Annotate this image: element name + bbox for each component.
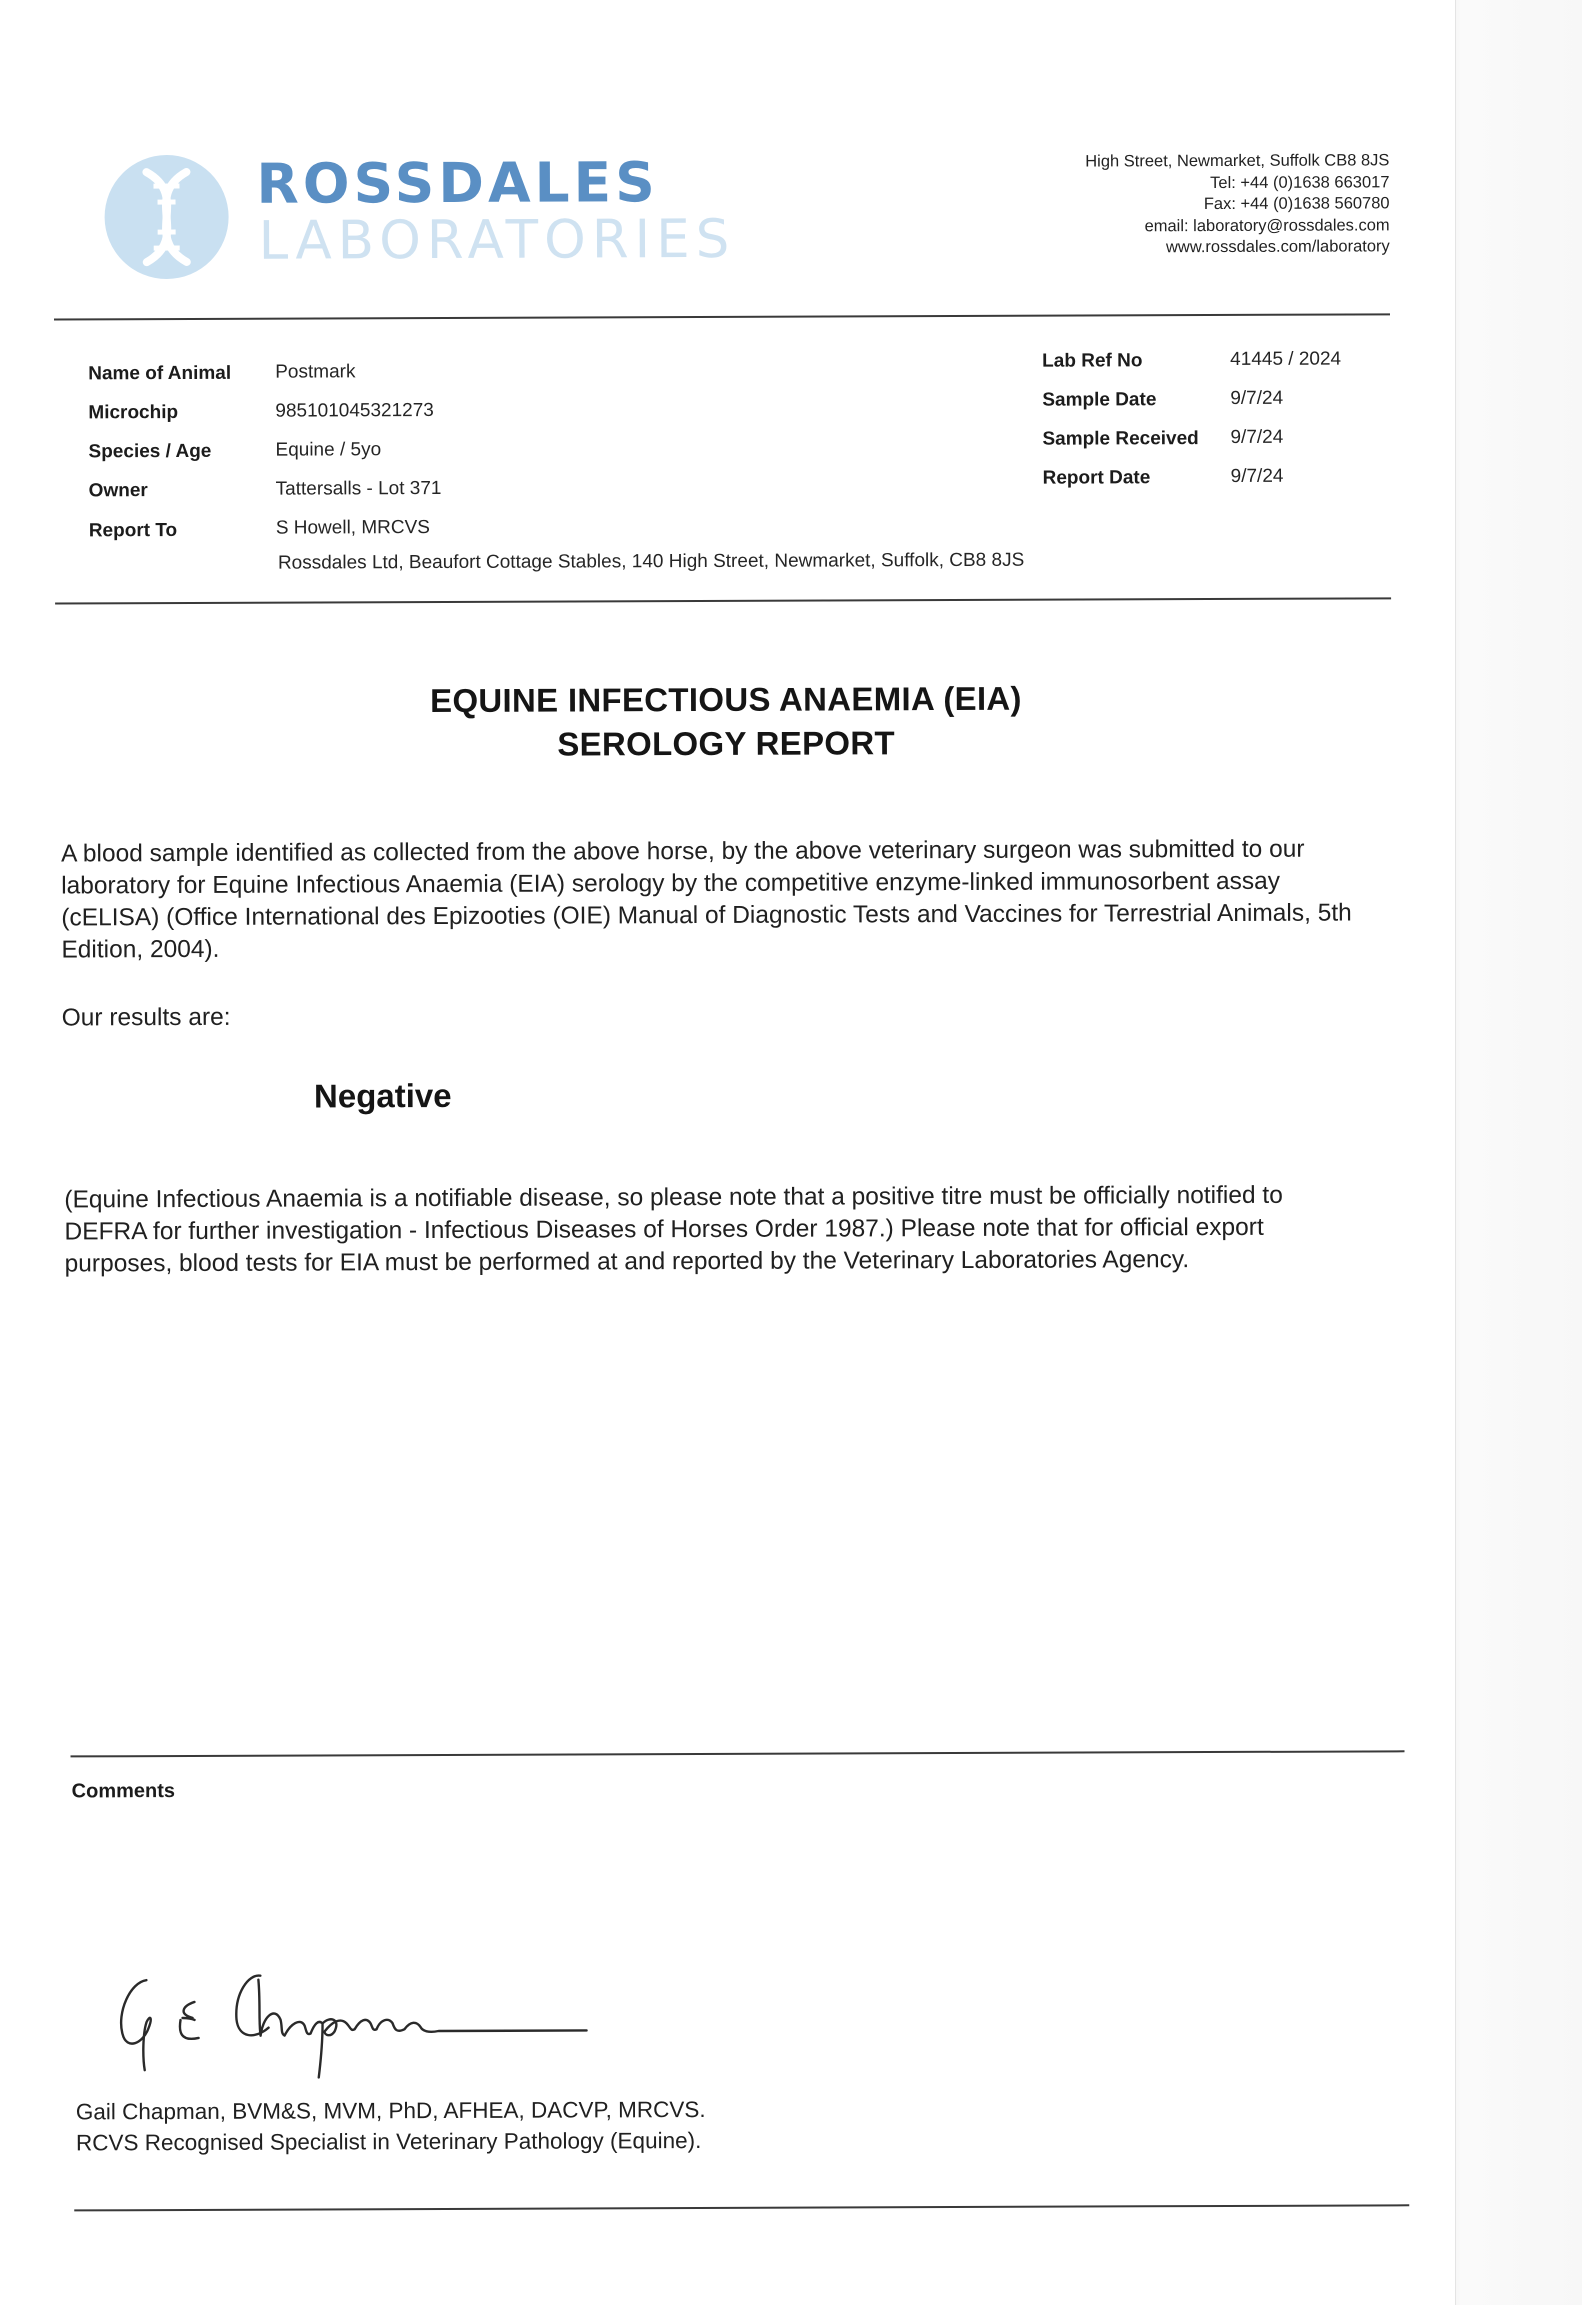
lab-ref-label: Lab Ref No	[1042, 350, 1143, 372]
intro-paragraph	[61, 833, 1401, 966]
results-intro: Our results are:	[61, 1003, 231, 1032]
animal-name-label: Name of Animal	[88, 362, 232, 385]
footer-divider	[74, 2204, 1409, 2211]
signatory-title: RCVS Recognised Specialist in Veterinary Pathology (Equine).	[75, 2128, 702, 2156]
address-tel: Tel: +44 (0)1638 663017	[1210, 172, 1390, 192]
logo-wordmark-primary: ROSSDALES	[256, 150, 659, 216]
owner-value: Tattersalls - Lot 371	[275, 477, 442, 500]
owner-label: Owner	[88, 480, 148, 502]
address-web: www.rossdales.com/laboratory	[1165, 237, 1390, 257]
intro-line: Edition, 2004).	[61, 935, 220, 964]
microchip-value: 985101045321273	[275, 400, 434, 422]
report-title-line1: EQUINE INFECTIOUS ANAEMIA (EIA)	[430, 679, 1022, 720]
report-to-value: S Howell, MRCVS	[275, 517, 430, 539]
intro-line: laboratory for Equine Infectious Anaemia (EIA) serology by the competitive enzyme-linked immunosorbent assay	[61, 867, 1281, 900]
sample-received-label: Sample Received	[1042, 428, 1199, 450]
sample-date-label: Sample Date	[1042, 389, 1157, 411]
dna-helix-icon	[101, 152, 231, 282]
comments-divider	[71, 1750, 1405, 1757]
note-line: (Equine Infectious Anaemia is a notifiable disease, so please note that a positive titre must be officially notified to	[64, 1181, 1283, 1214]
note-line: DEFRA for further investigation - Infectious Diseases of Horses Order 1987.) Please note that for official export	[64, 1213, 1264, 1246]
info-divider	[55, 597, 1391, 604]
logo-wordmark-secondary: LABORATORIES	[258, 208, 736, 272]
species-age-label: Species / Age	[88, 440, 212, 463]
sample-date-value: 9/7/24	[1230, 387, 1284, 409]
report-date-label: Report Date	[1042, 467, 1151, 489]
lab-address	[969, 150, 1389, 259]
animal-name-value: Postmark	[275, 361, 356, 383]
species-age-value: Equine / 5yo	[275, 439, 382, 461]
report-title-line2: SEROLOGY REPORT	[557, 724, 896, 763]
address-email: email: laboratory@rossdales.com	[1144, 215, 1390, 235]
report-to-label: Report To	[88, 520, 178, 542]
header-divider	[54, 313, 1390, 320]
report-to-address: Rossdales Ltd, Beaufort Cottage Stables, 140 High Street, Newmarket, Suffolk, CB8 8JS	[277, 549, 1025, 574]
notifiable-note	[64, 1179, 1404, 1280]
report-date-value: 9/7/24	[1230, 465, 1284, 487]
intro-line: (cELISA) (Office International des Epizooties (OIE) Manual of Diagnostic Tests and Vaccines for Terrestrial Animals, 5th	[61, 899, 1352, 932]
comments-label: Comments	[71, 1780, 176, 1803]
test-result: Negative	[313, 1076, 452, 1115]
lab-ref-value: 41445 / 2024	[1230, 348, 1342, 370]
address-fax: Fax: +44 (0)1638 560780	[1203, 194, 1390, 214]
signatory-name: Gail Chapman, BVM&S, MVM, PhD, AFHEA, DACVP, MRCVS.	[75, 2096, 706, 2125]
note-line: purposes, blood tests for EIA must be performed at and reported by the Veterinary Laboratories Agency.	[64, 1246, 1190, 1278]
address-street: High Street, Newmarket, Suffolk CB8 8JS	[1085, 151, 1390, 171]
sample-received-value: 9/7/24	[1230, 426, 1284, 448]
scan-edge	[1455, 0, 1582, 2305]
microchip-label: Microchip	[88, 401, 179, 424]
intro-line: A blood sample identified as collected from the above horse, by the above veterinary surgeon was submitted to our	[60, 835, 1305, 868]
signature	[108, 1960, 608, 2092]
